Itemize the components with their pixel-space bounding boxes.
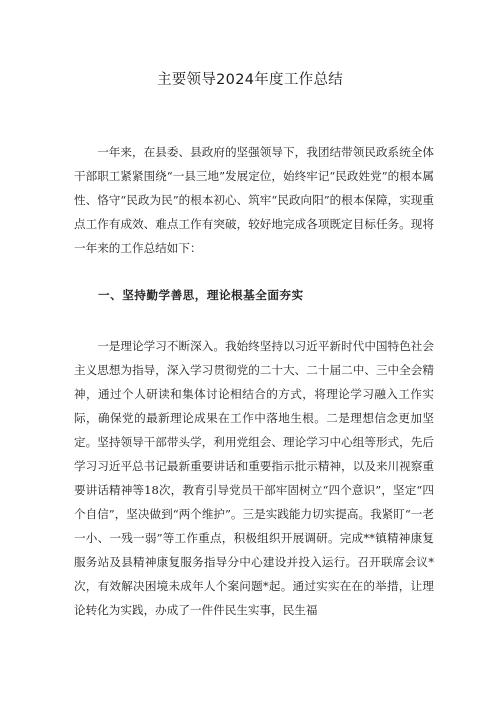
document-title: 主要领导2024年度工作总结 [156, 72, 344, 88]
intro-paragraph: 一年来，在县委、县政府的坚强领导下，我团结带领民政系统全体干部职工紧紧围绕“一县三地”发展定位，始终牢记“民政姓党”的根本属性、恪守“民政为民”的根本初心、筑牢“民政向阳”的根本保障，实现重点工作有成效、难点工作有突破，较好地完成各项既定目标任务。现将一年来的工作总结如下： [74, 145, 434, 255]
section-1-paragraph: 一是理论学习不断深入。我始终坚持以习近平新时代中国特色社会主义思想为指导，深入学习贯彻党的二十大、二十届二中、三中全会精神，通过个人研读和集体讨论相结合的方式，将理论学习融入工作实际，确保党的最新理论成果在工作中落地生根。二是理想信念更加坚定。坚持领导干部带头学，利用党组会、理论学习中心组等形式，先后学习习近平总书记最新重要讲话和重要指示批示精神，以及来川视察重要讲话精神等18次，教育引导党员干部牢固树立“四个意识”，坚定“四个自信”，坚决做到“两个维护”。三是实践能力切实提高。我紧盯“一老一小、一残一弱”等工作重点，积极组织开展调研。完成**镇精神康复服务站及县精神康复服务指导分中心建设并投入运行。召开联席会议*次，有效解决困境未成年人个案问题*起。通过实实在在的举措，让理论转化为实践，办成了一件件民生实事，民生福 [74, 339, 434, 617]
section-1-heading: 一、坚持勤学善思，理论根基全面夯实 [98, 288, 304, 302]
